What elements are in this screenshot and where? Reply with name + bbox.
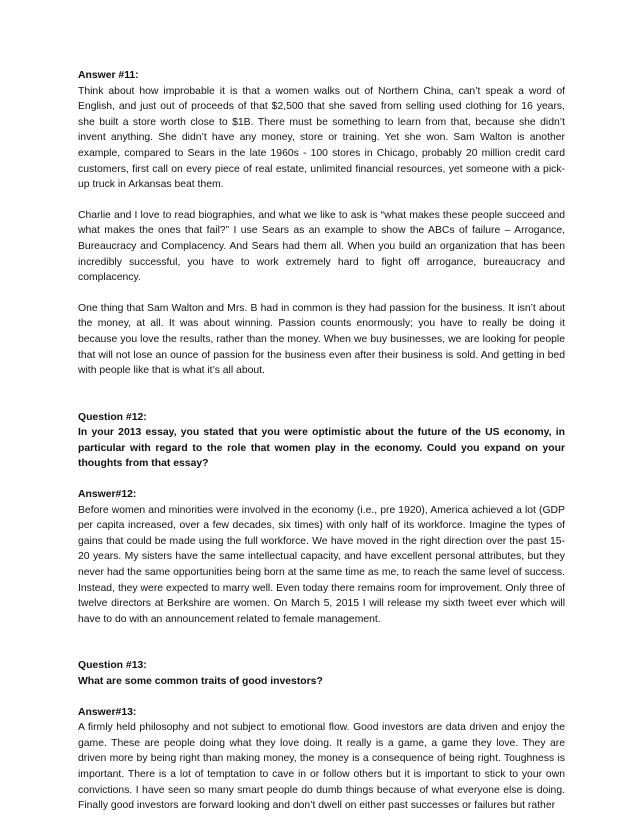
- answer-13-label: Answer#13:: [78, 706, 137, 718]
- question-13-label: Question #13:: [78, 660, 147, 672]
- qa-13-section: [78, 658, 565, 813]
- answer-11-label: Answer #11:: [78, 70, 139, 81]
- section-spacer: [78, 642, 565, 658]
- section-spacer: [78, 394, 565, 410]
- question-12-label: Question #12:: [78, 411, 147, 423]
- question-12-text: In your 2013 essay, you stated that you were optimistic about the future of the US economy, in particular with regard to the role that women play in the economy. Could you expand on your thoughts from that essay?: [78, 427, 565, 470]
- answer-11-paragraph-1: Think about how improbable it is that a women walks out of Northern China, can’t speak a word of English, and just out of proceeds of that $2,500 that she saved from selling used clothing for 16 years, she built a store worth close to $1B. There must be something to learn from that, because she didn’t invent anything. She didn’t have any money, store or training. Yet she won. Sam Walton is another example, compared to Sears in the late 1960s - 100 stores in Chicago, probably 20 million credit card customers, first call on every piece of real estate, unlimited financial resources, yet someone with a pick-up truck in Arkansas beat them.: [78, 85, 565, 191]
- qa-12-section: [78, 410, 565, 628]
- document-page: [78, 68, 565, 829]
- answer-12-paragraph-1: Before women and minorities were involved in the economy (i.e., pre 1920), America achieved a lot (GDP per capita increased, over a few decades, six times) with only half of its workforce. Imagine the types of gains that could be made using the full workforce. We have moved in the right direction over the past 15-20 years. My sisters have the same intellectual capacity, and have excellent personal attributes, but they never had the same opportunities being born at the same time as me, to reach the same level of success. Instead, they were expected to marry well. Even today there remains room for improvement. Only three of twelve directors at Berkshire are women. On March 5, 2015 I will release my sixth tweet ever which will have to do with an announcement related to female management.: [78, 504, 565, 625]
- answer-11-paragraph-3: One thing that Sam Walton and Mrs. B had in common is they had passion for the business. It isn’t about the money, at all. It was about winning. Passion counts enormously; you have to really be doing it because you love the results, rather than the money. When we buy businesses, we are looking for people that will not lose an ounce of passion for the business even after their business is sold. And getting in bed with people like that is what it’s all about.: [78, 302, 565, 377]
- answer-13-paragraph-1: A firmly held philosophy and not subject to emotional flow. Good investors are data driven and enjoy the game. These are people doing what they love doing. It really is a game, a game they love. They are driven more by being right than making money, the money is a consequence of being right. Toughness is important. There is a lot of temptation to cave in or follow others but it is important to stick to your own convictions. I have seen so many smart people do dumb things because of what everyone else is doing. Finally good investors are forward looking and don’t dwell on either past successes or failures but rather: [78, 722, 565, 812]
- answer-11-paragraph-2: Charlie and I love to read biographies, and what we like to ask is “what makes these people succeed and what makes the ones that fail?” I use Sears as an example to show the ABCs of failure – Arrogance, Bureaucracy and Complacency. And Sears had them all. When you build an organization that has been incredibly successful, you have to work extremely hard to fight off arrogance, bureaucracy and complacency.: [78, 209, 565, 284]
- answer-11-section: [78, 68, 565, 379]
- question-13-text: What are some common traits of good investors?: [78, 676, 323, 687]
- answer-12-label: Answer#12:: [78, 489, 137, 501]
